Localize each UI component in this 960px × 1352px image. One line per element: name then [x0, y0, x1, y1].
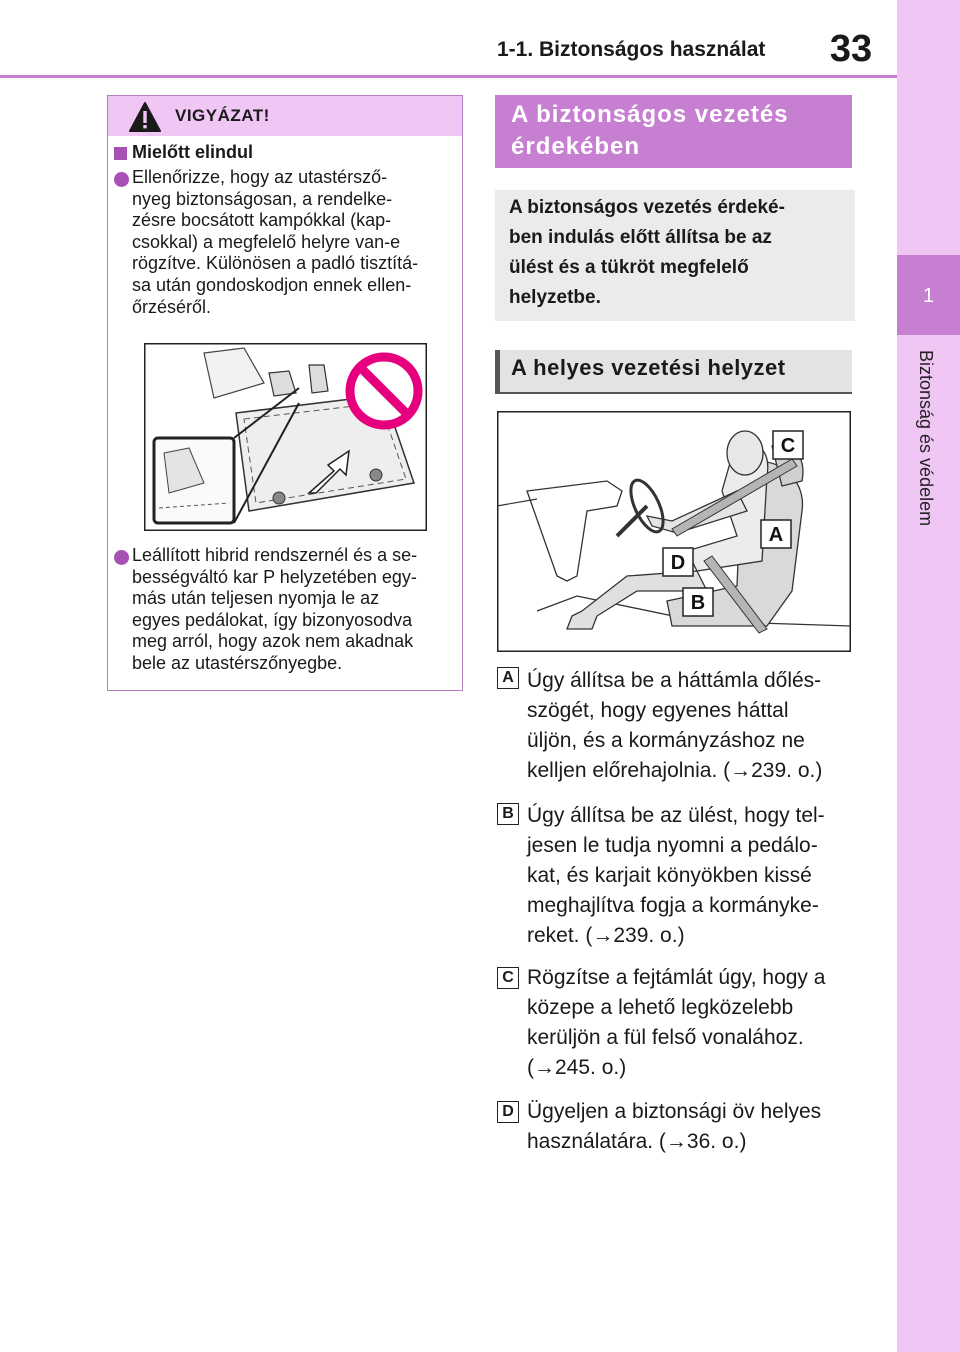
- round-bullet-icon: [114, 172, 129, 187]
- safe-driving-heading: A biztonságos vezetés érdekében: [511, 101, 789, 160]
- prohibition-icon: [350, 357, 418, 425]
- item-letter-d: D: [497, 1101, 519, 1123]
- driving-position-illustration: [497, 411, 851, 652]
- heading-accent-bar: [495, 350, 500, 392]
- item-text-c: Rögzítse a fejtámlát úgy, hogy a közepe a lehető legközelebb kerüljön a fül felső vonalához. (→245. o.): [527, 966, 826, 1079]
- warning-subheading: Mielőtt elindul: [132, 142, 253, 162]
- warning-title: VIGYÁZAT!: [175, 106, 270, 125]
- round-bullet-icon: [114, 550, 129, 565]
- svg-text:D: D: [670, 552, 686, 574]
- intro-text: A biztonságos vezetés érdeké- ben indulás előtt állítsa be az ülést és a tükröt megfelelő helyzetbe.: [509, 197, 785, 308]
- item-letter-b: B: [497, 803, 519, 825]
- warning-bullet-1: Ellenőrizze, hogy az utastérsző- nyeg biztonságosan, a rendelke- zésre bocsátott kampókkal (kap- csokkal) a megfelelő helyre van-e rögzítve. Különösen a padló tisztítá- sa után gondoskodjon ennek ellen- őrzéséről.: [132, 167, 419, 317]
- item-text-d: Ügyeljen a biztonsági öv helyes használatára. (→36. o.): [527, 1100, 822, 1153]
- callout-a: [761, 520, 791, 548]
- svg-text:A: A: [768, 524, 784, 546]
- item-letter-a: A: [497, 667, 519, 689]
- svg-text:B: B: [690, 592, 706, 614]
- chapter-label: Biztonság és védelem: [916, 350, 936, 527]
- square-bullet-icon: [114, 147, 127, 160]
- callout-c: [773, 431, 803, 459]
- chapter-side-strip: [897, 0, 960, 1352]
- section-title: 1-1. Biztonságos használat: [497, 38, 766, 61]
- warning-bullet-2: Leállított hibrid rendszernél és a se- bességváltó kar P helyzetében egy- más után teljesen nyomja le az egyes pedálokat, így bizonyosodva meg arról, hogy azok nem akadnak bele az utastérszőnyegbe.: [132, 545, 418, 673]
- warning-triangle-icon: [128, 101, 162, 133]
- floor-mat-illustration: [144, 343, 427, 531]
- driving-position-heading: A helyes vezetési helyzet: [511, 355, 786, 380]
- item-text-b: Úgy állítsa be az ülést, hogy tel- jesen le tudja nyomni a pedálo- kat, és karjait könyökben kissé meghajlítva fogja a kormányke- reket. (→239. o.): [527, 804, 825, 947]
- page-number: 33: [829, 28, 873, 70]
- item-letter-c: C: [497, 967, 519, 989]
- callout-d: [663, 548, 693, 576]
- header-rule: [0, 75, 897, 78]
- callout-b: [683, 588, 713, 616]
- chapter-number: 1: [922, 285, 935, 307]
- svg-text:C: C: [780, 435, 796, 457]
- item-text-a: Úgy állítsa be a háttámla dőlés- szögét, hogy egyenes háttal üljön, és a kormányzáshoz ne kelljen előrehajolnia. (→239. o.): [527, 669, 823, 782]
